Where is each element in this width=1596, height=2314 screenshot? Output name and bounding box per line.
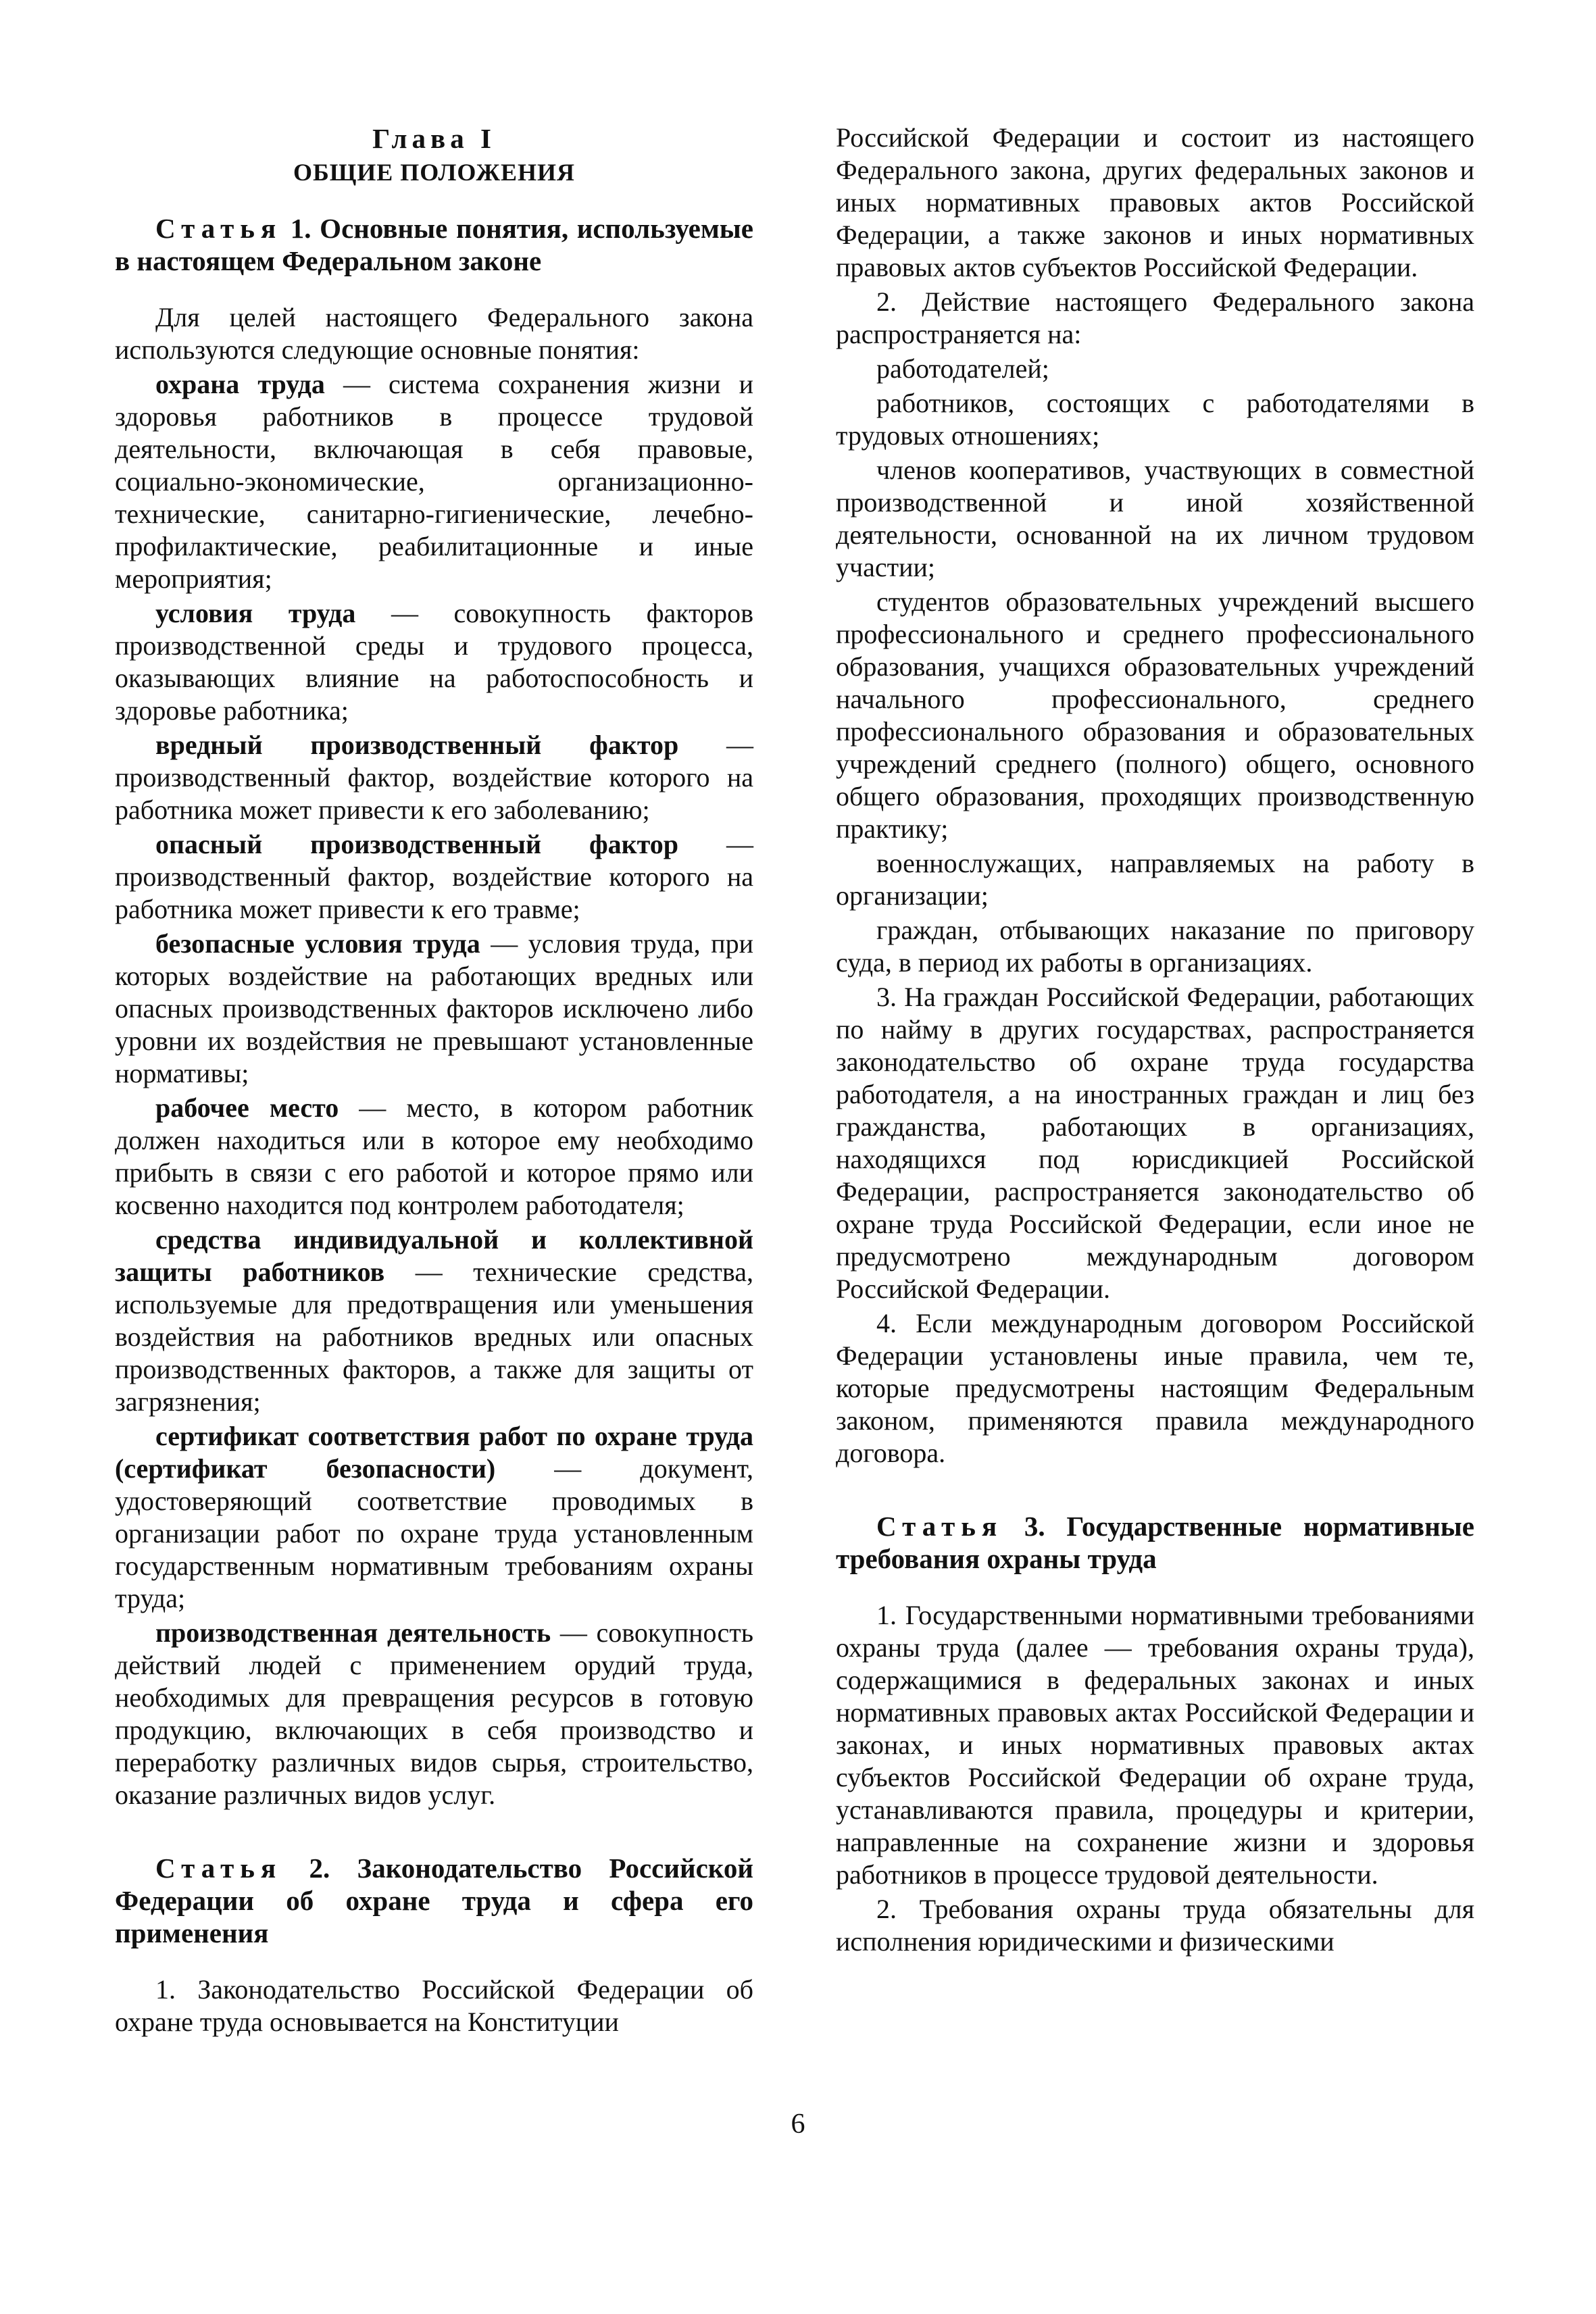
definition-text: — документ, удостоверяющий соответствие проводимых в организации работ по охране труда установленным государственным нормативным требованиям охраны труда; [115,1453,753,1613]
definition-text: — место, в котором работник должен находиться или в которое ему необходимо прибыть в связи с его работой и которое прямо или косвенно находится под контролем работодателя; [115,1092,753,1220]
definition-text: — производственный фактор, воздействие которого на работника может привести к его заболеванию; [115,730,753,825]
definition-term: условия труда [155,598,356,628]
article-2-p3: 3. На граждан Российской Федерации, работающих по найму в других государствах, распространяется законодательство об охране труда государства работодателя, а на иностранных граждан и лиц без гражданства, работающих в организациях, находящихся под юрисдикцией Российской Федерации, распространяется законодательство об охране труда Российской Федерации, если иное не предусмотрено международным договором Российской Федерации. [836,982,1474,1304]
definition-term: сертификат соответствия работ по охране труда (сертификат безопасности) [115,1421,753,1484]
article-3-title: 3. Государственные нормативные требования охраны труда [836,1511,1475,1574]
scope-item: членов кооперативов, участвующих в совместной производственной и иной хозяйственной деятельности, основанной на их личном трудовом участии; [836,455,1474,582]
definition [115,828,753,926]
definition-text: — производственный фактор, воздействие которого на работника может привести к его травме; [115,829,754,924]
definition-term: вредный производственный фактор [155,730,679,760]
article-3-heading [836,1510,1474,1575]
definition-text: — технические средства, используемые для предотвращения или уменьшения воздействия на работников вредных или опасных производственных факторов, а также для защиты от загрязнения; [115,1257,753,1417]
article-2-label: Статья [155,1853,282,1884]
chapter-title: ОБЩИЕ ПОЛОЖЕНИЯ [293,159,576,186]
definition-text: — условия труда, при которых воздействие на работающих вредных или опасных производственных факторов исключено либо уровни их воздействия не превышают установленные нормативы; [115,928,753,1088]
definition-text: — совокупность факторов производственной среды и трудового процесса, оказывающих влияние на работоспособность и здоровье работника; [115,598,754,726]
definition-term: производственная деятельность [155,1617,551,1648]
article-1-label: Статья [155,213,282,244]
article-3-p2: 2. Требования охраны труда обязательны для исполнения юридическими и физическими [836,1894,1474,1957]
article-2-p1-continued: Российской Федерации и состоит из настоящего Федерального закона, других федеральных законов и иных нормативных правовых актов Российской Федерации, а также законов и иных нормативных правовых актов субъектов Российской Федерации. [836,122,1474,282]
article-3-p1: 1. Государственными нормативными требованиями охраны труда (далее — требования охраны труда), содержащимися в федеральных законах и иных нормативных правовых актах Российской Федерации и законах, и иных нормативных правовых актах субъектов Российской Федерации об охране труда, устанавливаются правила, процедуры и критерии, направленные на сохранение жизни и здоровья работников в процессе трудовой деятельности. [836,1600,1474,1890]
definition [115,928,753,1090]
scope-item: военнослужащих, направляемых на работу в организации; [836,848,1474,911]
scope-item: граждан, отбывающих наказание по приговору суда, в период их работы в организациях. [836,915,1474,978]
left-column [115,122,753,2040]
definition-text: — система сохранения жизни и здоровья работников в процессе трудовой деятельности, включающая в себя правовые, социально-экономические, организационно-технические, санитарно-гигиенические, лечебно-профилактические, реабилитационные и иные мероприятия; [115,369,753,594]
definition-term: средства индивидуальной и коллективной защиты работников [115,1224,753,1287]
article-2-heading [115,1852,753,1949]
scope-item: работодателей; [876,353,1049,384]
page-number: 6 [791,2109,805,2140]
definition-term: опасный производственный фактор [155,829,679,859]
definition [115,1420,753,1615]
article-1-title: 1. Основные понятия, используемые в настоящем Федеральном законе [115,213,754,276]
definition [115,729,753,826]
definition [115,1224,753,1418]
article-2-p4: 4. Если международным договором Российской Федерации установлены иные правила, чем те, которые предусмотрены настоящим Федеральным законом, применяются правила международного договора. [836,1308,1474,1468]
article-1-intro: Для целей настоящего Федерального закона используются следующие основные понятия: [115,302,753,365]
definition [115,597,753,727]
article-2-p1-start: 1. Законодательство Российской Федерации об охране труда основывается на Конституции [115,1974,753,2037]
definition [115,1092,753,1222]
definition-term: рабочее место [155,1092,339,1123]
article-3-label: Статья [876,1511,1003,1542]
scope-item: работников, состоящих с работодателями в трудовых отношениях; [836,388,1474,451]
article-1-heading [115,212,753,277]
definition-text: — совокупность действий людей с применением орудий труда, необходимых для превращения ресурсов в готовую продукцию, включающих в себя производство и переработку различных видов сырья, строительство, оказание различных видов услуг. [115,1617,753,1810]
definition [115,368,753,595]
article-2-p2-intro: 2. Действие настоящего Федерального закона распространяется на: [836,286,1474,349]
article-2-title: 2. Законодательство Российской Федерации об охране труда и сфера его применения [115,1853,754,1948]
chapter-number: Глава I [372,123,496,154]
definition-term: охрана труда [155,369,325,399]
scope-item: студентов образовательных учреждений высшего профессионального и среднего профессионального образования, учащихся образовательных учреждений начального профессионального, среднего профессионального образования и образовательных учреждений среднего (полного) общего, основного общего образования, проходящих производственную практику; [836,586,1474,844]
definition [115,1617,753,1811]
right-column [836,122,1474,1960]
definition-term: безопасные условия труда [155,928,480,959]
